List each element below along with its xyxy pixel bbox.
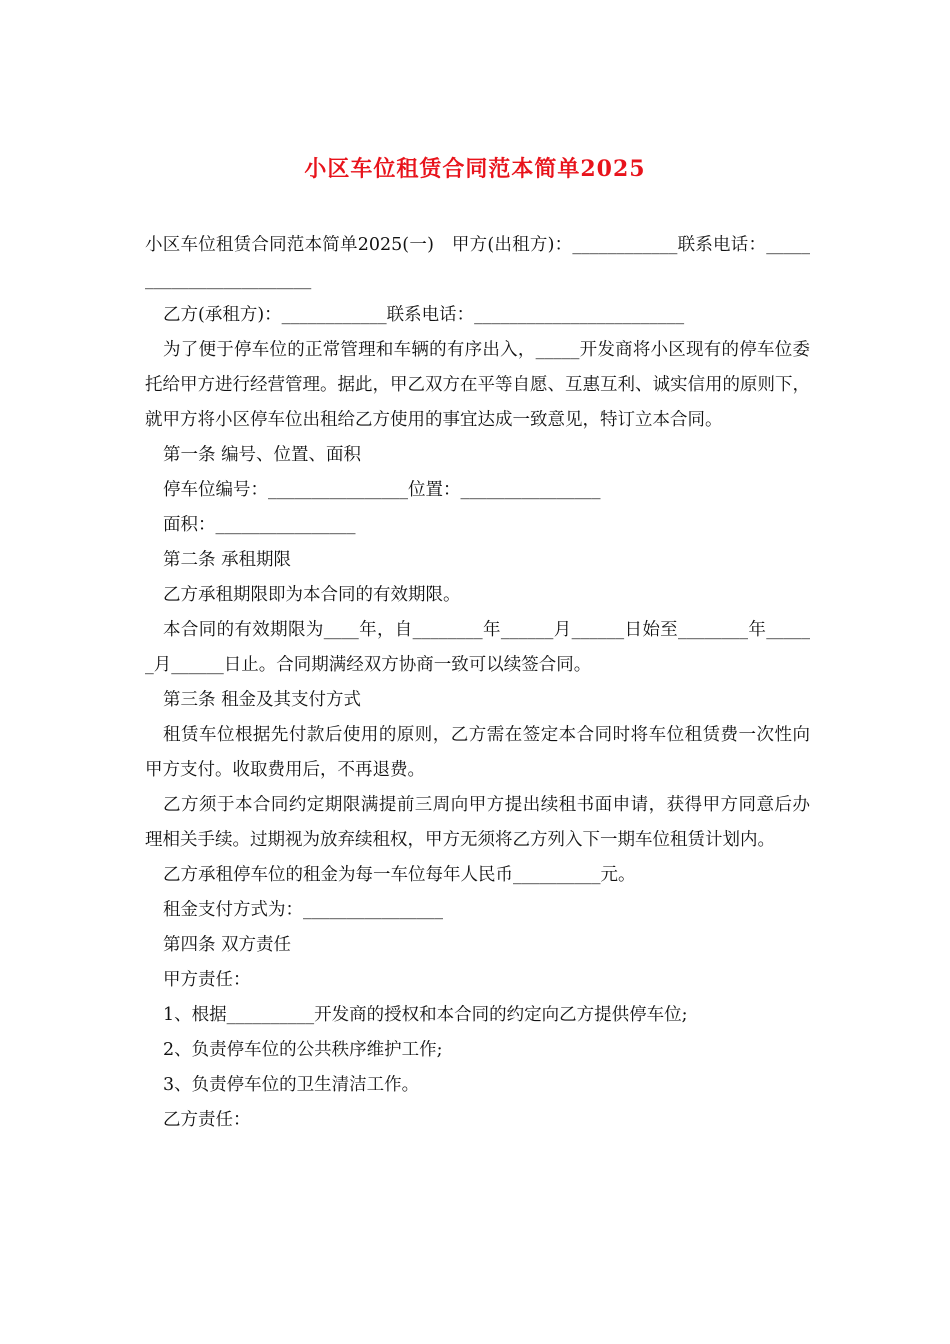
party-a-duty-3: 3、负责停车位的卫生清洁工作。 xyxy=(163,1075,420,1095)
paragraph-rent: 乙方承租停车位的租金为每一车位每年人民币__________元。 xyxy=(163,865,636,885)
article-2-heading: 第二条 承租期限 xyxy=(163,550,292,570)
article-4-heading: 第四条 双方责任 xyxy=(163,935,292,955)
document-title: 小区车位租赁合同范本简单2025 xyxy=(304,156,646,182)
paragraph-area: 面积：________________ xyxy=(163,515,356,535)
party-a-duty-1: 1、根据__________开发商的授权和本合同的约定向乙方提供停车位; xyxy=(163,1005,688,1025)
paragraph-prepay: 租赁车位根据先付款后使用的原则，乙方需在签定本合同时将车位租赁费一次性向甲方支付。收取费用后，不再退费。 xyxy=(145,725,810,780)
paragraph-payment-method: 租金支付方式为：________________ xyxy=(163,900,443,920)
party-b-duties-heading: 乙方责任： xyxy=(163,1110,251,1130)
party-a-duty-2: 2、负责停车位的公共秩序维护工作; xyxy=(163,1040,443,1060)
paragraph-term: 乙方承租期限即为本合同的有效期限。 xyxy=(163,585,461,605)
article-1-heading: 第一条 编号、位置、面积 xyxy=(163,445,362,465)
paragraph-party-b: 乙方(承租方)：____________联系电话：________________________ xyxy=(163,305,685,325)
paragraph-renewal: 乙方须于本合同约定期限满提前三周向甲方提出续租书面申请，获得甲方同意后办理相关手续。过期视为放弃续租权，甲方无须将乙方列入下一期车位租赁计划内。 xyxy=(145,795,810,850)
paragraph-validity: 本合同的有效期限为____年，自________年______月______日始至________年______月______日止。合同期满经双方协商一致可以续签合同。 xyxy=(145,620,810,675)
document-body xyxy=(145,228,810,1138)
paragraph-intro: 小区车位租赁合同范本简单2025(一) 甲方(出租方)：____________联系电话：________________________ xyxy=(145,235,810,290)
paragraph-space-number: 停车位编号：________________位置：________________ xyxy=(163,480,601,500)
paragraph-preamble: 为了便于停车位的正常管理和车辆的有序出入，_____开发商将小区现有的停车位委托给甲方进行经营管理。据此，甲乙双方在平等自愿、互惠互利、诚实信用的原则下，就甲方将小区停车位出租给乙方使用的事宜达成一致意见，特订立本合同。 xyxy=(145,340,810,430)
party-a-duties-heading: 甲方责任： xyxy=(163,970,251,990)
article-3-heading: 第三条 租金及其支付方式 xyxy=(163,690,362,710)
